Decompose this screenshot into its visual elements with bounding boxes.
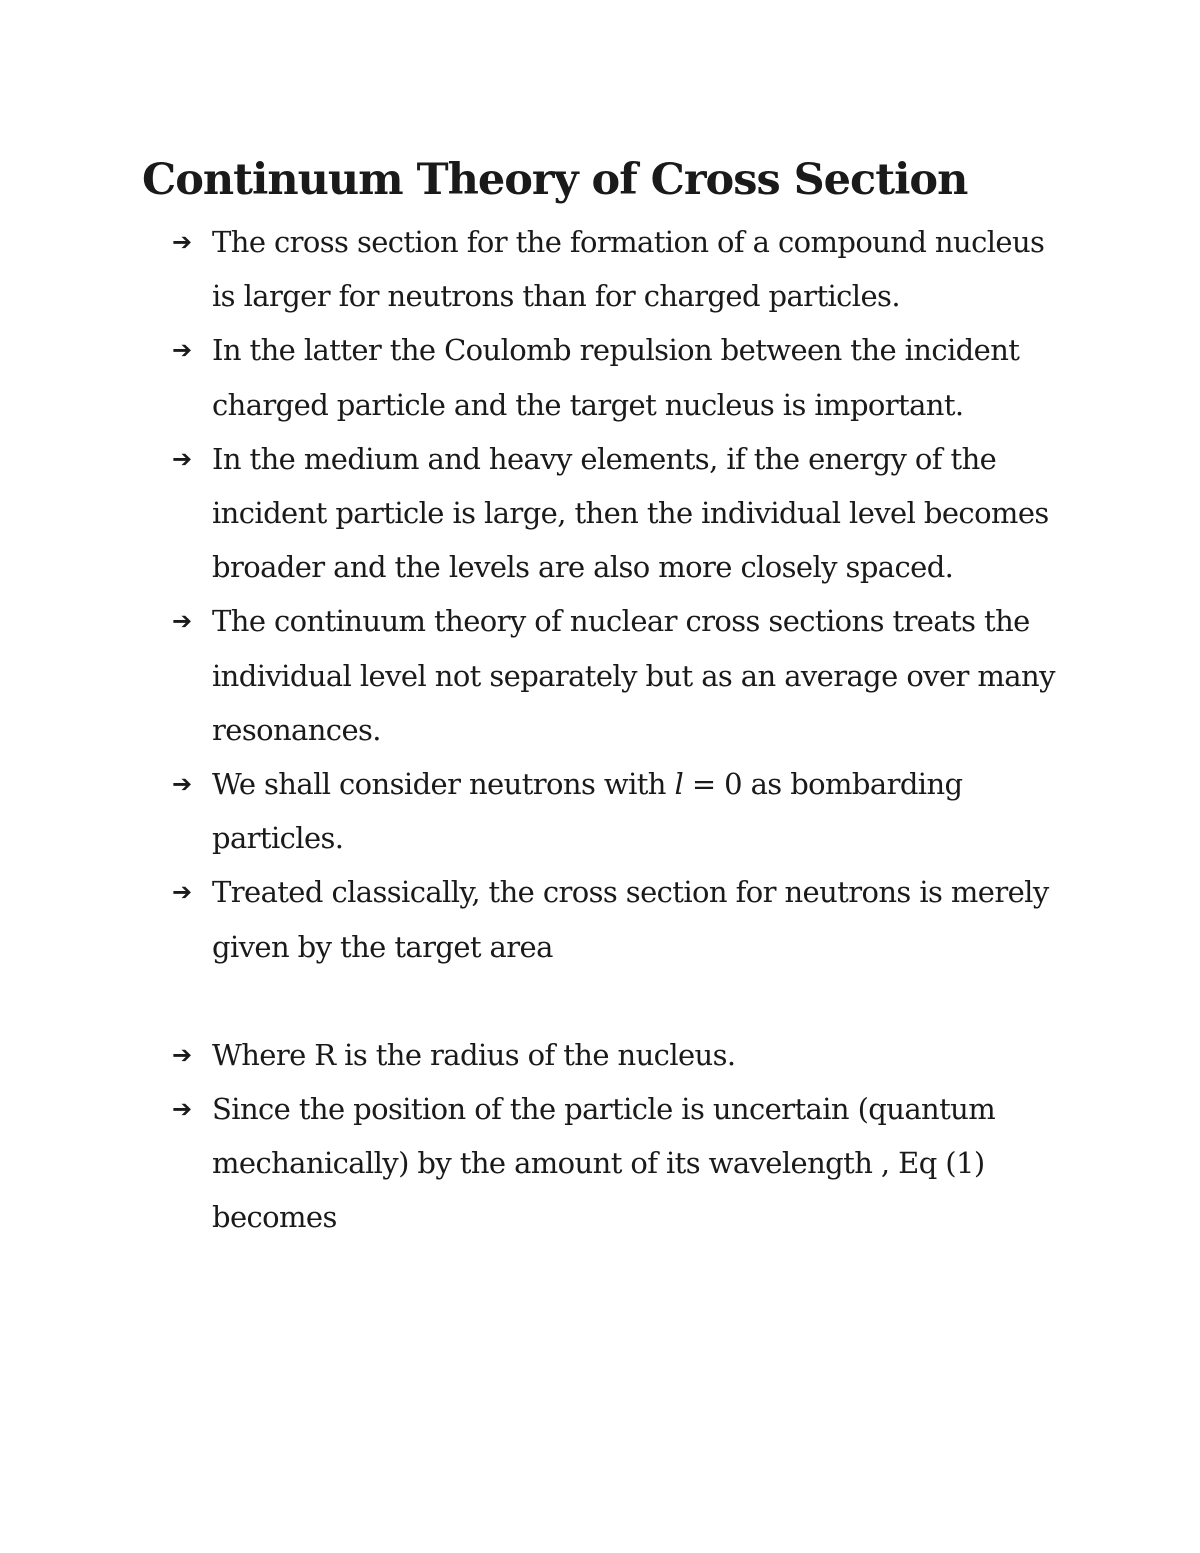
- right-arrow-icon: ➔: [172, 1040, 192, 1069]
- bullet-text: Where R is the radius of the nucleus.: [212, 1037, 736, 1072]
- bullet-item: [172, 1082, 1072, 1245]
- bullet-text: In the medium and heavy elements, if the energy of the incident particle is large, then the individual level becomes broader and the levels are also more closely spaced.: [212, 441, 1049, 585]
- bullet-text-before: We shall consider neutrons with: [212, 767, 675, 802]
- bullet-item: [172, 1028, 1072, 1082]
- right-arrow-icon: ➔: [172, 228, 192, 256]
- bullet-text: In the latter the Coulomb repulsion between the incident charged particle and the target nucleus is important.: [212, 333, 1020, 422]
- bullet-list: [172, 215, 1072, 1245]
- bullet-text-after: = 0 as bombarding particles.: [212, 767, 963, 856]
- right-arrow-icon: ➔: [172, 336, 192, 365]
- bullet-item: [172, 594, 1072, 757]
- right-arrow-icon: ➔: [172, 444, 192, 473]
- document-title: Continuum Theory of Cross Section: [142, 155, 968, 205]
- bullet-text: Since the position of the particle is uncertain (quantum mechanically) by the amount of its wavelength , Eq (1) becomes: [212, 1092, 996, 1235]
- right-arrow-icon: ➔: [172, 607, 192, 636]
- bullet-item: [172, 215, 1072, 323]
- bullet-text: The continuum theory of nuclear cross sections treats the individual level not separately but as an average over many resonances.: [212, 604, 1055, 747]
- right-arrow-icon: ➔: [172, 878, 192, 907]
- bullet-item: [172, 757, 1072, 865]
- bullet-text: The cross section for the formation of a compound nucleus is larger for neutrons than for charged particles.: [212, 225, 1045, 314]
- bullet-text: Treated classically, the cross section for neutrons is merely given by the target area: [212, 875, 1049, 964]
- right-arrow-icon: ➔: [172, 1095, 192, 1124]
- bullet-item: [172, 865, 1072, 973]
- right-arrow-icon: ➔: [172, 770, 192, 799]
- angular-momentum-symbol: l: [674, 767, 684, 802]
- bullet-item: [172, 323, 1072, 431]
- bullet-item: [172, 432, 1072, 595]
